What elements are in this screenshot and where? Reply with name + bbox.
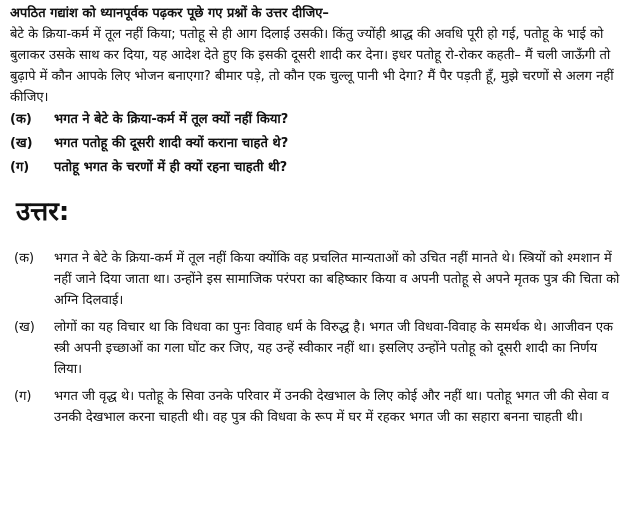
instruction-text: अपठित गद्यांश को ध्यानपूर्वक पढ़कर पूछे गए प्रश्नों के उत्तर दीजिए– — [10, 6, 329, 21]
question-label: (ख) — [10, 136, 33, 151]
answer-heading: उत्तर: — [16, 197, 70, 227]
question-item — [10, 108, 627, 132]
answer-item — [10, 317, 627, 380]
answer-text: लोगों का यह विचार था कि विधवा का पुनः विवाह धर्म के विरुद्ध है। भगत जी विधवा-विवाह के समर्थक थे। आजीवन एक स्त्री अपनी इच्छाओं का गला घोंट कर जिए, यह उन्हें स्वीकार नहीं था। इसलिए उन्होंने पतोहू को दूसरी शादी का निर्णय लिया। — [54, 320, 614, 377]
answer-item — [10, 386, 627, 428]
answer-text: भगत ने बेटे के क्रिया-कर्म में तूल नहीं किया क्योंकि वह प्रचलित मान्यताओं को उचित नहीं मानते थे। स्त्रियों को श्मशान में नहीं जाने दिया जाता था। उन्होंने इस सामाजिक परंपरा का बहिष्कार किया व अपनी पतोहू से अपने मृतक पुत्र की चिता को अग्नि दिलवाई। — [54, 251, 620, 308]
question-item — [10, 156, 627, 180]
question-label: (ग) — [10, 160, 30, 175]
answer-text: भगत जी वृद्ध थे। पतोहू के सिवा उनके परिवार में उनकी देखभाल के लिए कोई और नहीं था। पतोहू भगत जी की सेवा व उनकी देखभाल करना चाहती थी। वह पुत्र की विधवा के रूप में घर में रहकर भगत जी का सहारा बनना चाहती थी। — [54, 389, 609, 425]
question-list — [10, 108, 627, 180]
answer-list — [10, 248, 627, 428]
answer-label: (ग) — [14, 389, 32, 404]
question-text: भगत ने बेटे के क्रिया-कर्म में तूल क्यों नहीं किया? — [54, 112, 289, 127]
question-text: पतोहू भगत के चरणों में ही क्यों रहना चाहती थी? — [54, 160, 288, 175]
passage-text: बेटे के क्रिया-कर्म में तूल नहीं किया; पतोहू से ही आग दिलाई उसकी। किंतु ज्योंही श्राद्ध की अवधि पूरी हो गई, पतोहू के भाई को बुलाकर उसके साथ कर दिया, यह आदेश देते हुए कि इसकी दूसरी शादी कर देना। इधर पतोहू रो-रोकर कहती– मैं चली जाऊँगी तो बुढ़ापे में कौन आपके लिए भोजन बनाएगा? बीमार पड़े, तो कौन एक चुल्लू पानी भी देगा? मैं पैर पड़ती हूँ, मुझे चरणों से अलग नहीं कीजिए। — [10, 27, 614, 105]
question-item — [10, 132, 627, 156]
question-label: (क) — [10, 112, 32, 127]
answer-item — [10, 248, 627, 311]
question-text: भगत पतोहू की दूसरी शादी क्यों कराना चाहते थे? — [54, 136, 289, 151]
answer-label: (क) — [14, 251, 35, 266]
answer-label: (ख) — [14, 320, 35, 335]
